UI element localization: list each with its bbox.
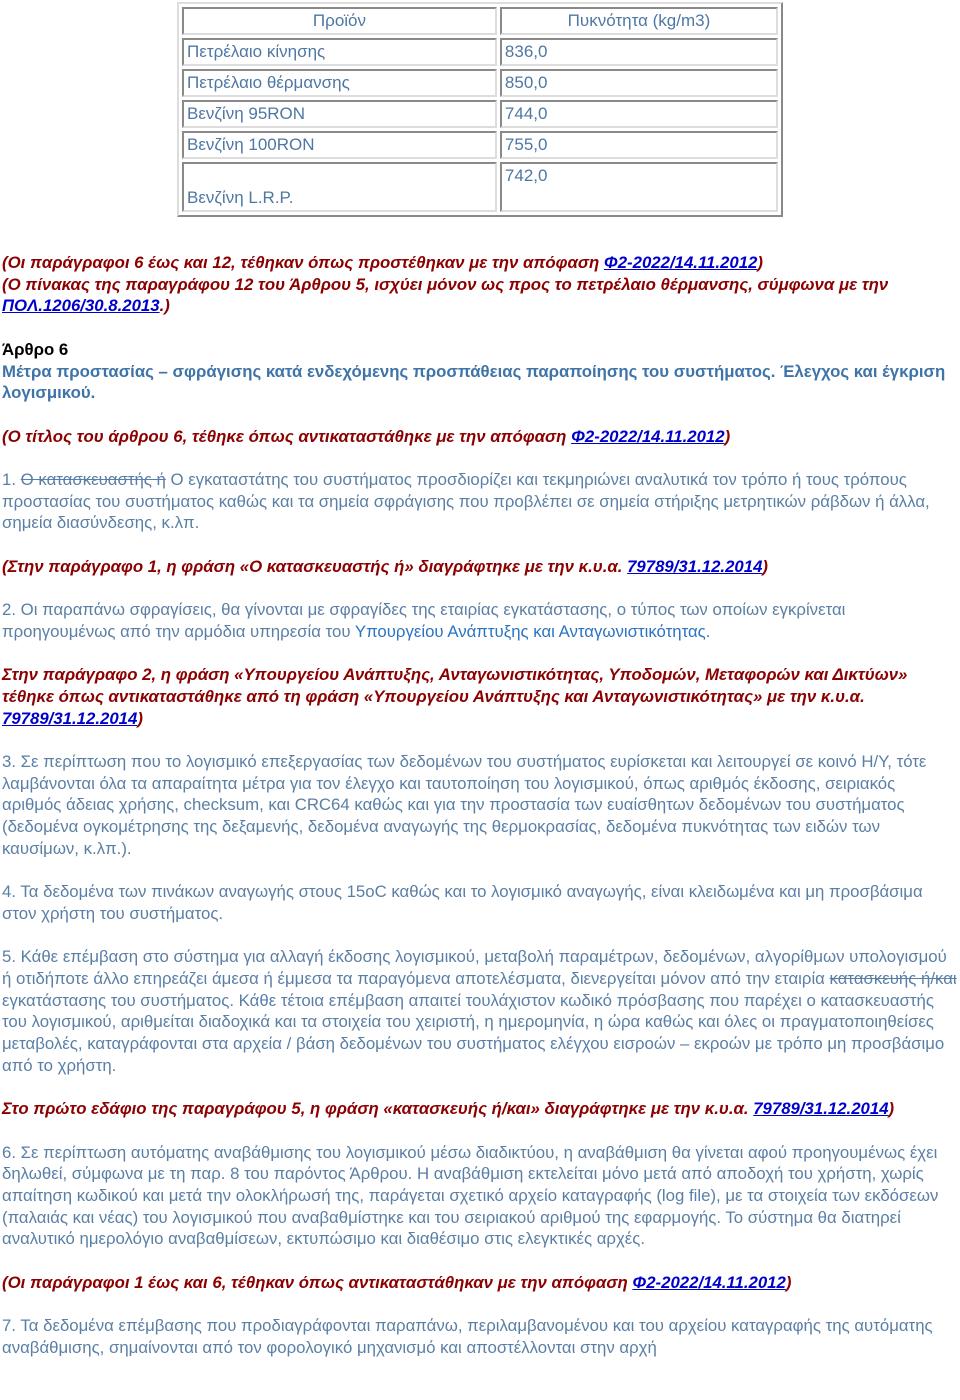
cell-density: 850,0 — [500, 69, 778, 97]
note-text: ) — [757, 253, 763, 272]
paragraph-number: 1. — [2, 469, 21, 489]
note-text: ) — [785, 1272, 792, 1292]
table-row — [182, 100, 778, 128]
note-text: (Στην παράγραφο 1, η φράση «Ο κατασκευαστής ή» διαγράφτηκε με την κ.υ.α. — [2, 556, 628, 576]
header-density: Πυκνότητα (kg/m3) — [500, 7, 778, 35]
paragraph-text: εγκατάστασης του συστήματος. Κάθε τέτοια επέμβαση απαιτεί τουλάχιστον κωδικό πρόσβασης που παρέχει ο κατασκευαστής του λογισμικού, αριθμείται διαδοχικά και τα στοιχεία του χειριστή, η ημερομηνία, η ώρα καθώς και όλες οι πραγματοποιηθείσες μεταβολές, καταγράφονται στα αρχεία / βάση δεδομένων του συστήματος ελέγχου εισροών – εκροών με τρόπο μη προσβάσιμο από το χρήστη. — [2, 990, 945, 1075]
document-body — [2, 252, 958, 1380]
density-table — [177, 2, 783, 217]
kya-link[interactable]: 79789/31.12.2014 — [2, 708, 138, 728]
paragraph-6: 6. Σε περίπτωση αυτόματης αναβάθμισης του λογισμικού μέσω διαδικτύου, η αναβάθμιση θα γίνεται αφού προηγουμένως έχει δηλωθεί, σύμφωνα με τη παρ. 8 του παρόντος Άρθρου. Η αναβάθμιση εκτελείται μόνο μετά από αποδοχή του χρήστη, χωρίς απαίτηση κωδικού και μετά την ολοκλήρωσή της, παράγεται σχετικό αρχείο καταγραφής (log file), με τα στοιχεία των εκδόσεων (παλαιάς και νέας) του λογισμικού που αναβαθμίστηκε και του σειριακού αριθμού της εφαρμογής. Το σύστημα θα διατηρεί αναλυτικό ημερολόγιο αναβαθμίσεων, εκτυπώσιμο και διαθέσιμο στις ελεγκτικές αρχές. — [2, 1142, 939, 1249]
note-text: ) — [724, 426, 731, 446]
note-text: ) — [888, 1099, 895, 1119]
paragraph-1 — [2, 469, 958, 534]
cell-product: Πετρέλαιο κίνησης — [182, 38, 497, 66]
highlighted-text: Υπουργείου Ανάπτυξης και Ανταγωνιστικότητας. — [354, 621, 711, 641]
amendment-note — [2, 664, 958, 729]
amendment-note — [2, 426, 958, 448]
table-row — [182, 69, 778, 97]
cell-product: Βενζίνη 100RON — [182, 131, 497, 159]
paragraph-text: 2. Οι παραπάνω σφραγίσεις, θα γίνονται με σφραγίδες της εταιρίας εγκατάστασης, ο τύπος των οποίων εγκρίνεται προηγουμένως από την αρμόδια υπηρεσία του — [2, 600, 846, 641]
amendment-note — [2, 252, 958, 317]
note-text: (Ο πίνακας της παραγράφου 12 του Άρθρου 5, ισχύει μόνον ως προς το πετρέλαιο θέρμανσης, σύμφωνα με την — [2, 274, 889, 294]
amendment-note — [2, 1272, 958, 1294]
table-header-row — [182, 7, 778, 35]
paragraph-7: 7. Τα δεδομένα επέμβασης που προδιαγράφονται παραπάνω, περιλαμβανομένου και του αρχείου καταγραφής της αυτόματης αναβάθμισης, σημαίνονται από τον φορολογικό μηχανισμό και αποστέλλονται στην αρχή — [2, 1316, 933, 1357]
paragraph-5 — [2, 946, 958, 1076]
note-text: ) — [137, 708, 143, 728]
paragraph-text: Ο εγκαταστάτης του συστήματος προσδιορίζει και τεκμηριώνει αναλυτικά τον τρόπο ή τους τρόπους προστασίας του συστήματος καθώς και τα σημεία σφράγισης που προβλέπει σε σημεία στήριξης μετρητικών ράβδων ή άλλα, σημεία διασύνδεσης, κ.λπ. — [2, 469, 930, 533]
cell-density: 742,0 — [500, 162, 778, 212]
table-row — [182, 38, 778, 66]
note-text: .) — [159, 296, 170, 316]
note-text: Στην παράγραφο 2, η φράση «Υπουργείου Ανάπτυξης, Ανταγωνιστικότητας, Υποδομών, Μεταφορών και Δικτύων» τέθηκε όπως αντικαταστάθηκε από τη φράση «Υπουργείου Ανάπτυξης και Ανταγωνιστικότητας» με την κ.υ.α. — [2, 665, 908, 706]
paragraph-4: 4. Τα δεδομένα των πινάκων αναγωγής στους 15oC καθώς και το λογισμικό αναγωγής, είναι κλειδωμένα και μη προσβάσιμα στον χρήστη του συστήματος. — [2, 882, 923, 923]
article-heading: Άρθρο 6 — [2, 339, 69, 359]
cell-product: Βενζίνη 95RON — [182, 100, 497, 128]
cell-density: 836,0 — [500, 38, 778, 66]
amendment-note — [2, 1098, 958, 1120]
deleted-text: Ο κατασκευαστής ή — [20, 469, 166, 489]
decision-link[interactable]: Φ2-2022/14.11.2012 — [571, 426, 725, 446]
table-row — [182, 162, 778, 212]
paragraph-3: 3. Σε περίπτωση που το λογισμικό επεξεργασίας των δεδομένων του συστήματος ευρίσκεται και λειτουργεί σε κοινό Η/Υ, τότε λαμβάνονται όλα τα απαραίτητα μέτρα για τον έλεγχο και ταυτοποίηση του λογισμικού, όπως αριθμός έκδοσης, σειριακός αριθμός άδειας χρήσης, checksum, και CRC64 καθώς και για την προστασία των ευαίσθητων δεδομένων του συστήματος (δεδομένα ογκομέτρησης της δεξαμενής, δεδομένα αναγωγής της θερμοκρασίας, δεδομένα πυκνότητας των ειδών των καυσίμων, κ.λπ.). — [2, 752, 927, 858]
note-text: (Οι παράγραφοι 6 έως και 12, τέθηκαν όπως προστέθηκαν με την απόφαση — [2, 253, 604, 272]
cell-product: Βενζίνη L.R.P. — [182, 162, 497, 212]
note-text: (Οι παράγραφοι 1 έως και 6, τέθηκαν όπως αντικαταστάθηκαν με την απόφαση — [2, 1272, 633, 1292]
note-text: (Ο τίτλος του άρθρου 6, τέθηκε όπως αντικαταστάθηκε με την απόφαση — [2, 426, 572, 446]
header-product: Προϊόν — [182, 7, 497, 35]
article-header — [2, 339, 958, 404]
article-title: Μέτρα προστασίας – σφράγισης κατά ενδεχόμενης προσπάθειας παραποίησης του συστήματος. Έλεγχος και έγκριση λογισμικού. — [2, 361, 946, 403]
decision-link[interactable]: Φ2-2022/14.11.2012 — [603, 253, 758, 272]
pol-link[interactable]: ΠΟΛ.1206/30.8.2013 — [2, 296, 160, 316]
paragraph-2 — [2, 599, 958, 642]
cell-product: Πετρέλαιο θέρμανσης — [182, 69, 497, 97]
cell-density: 744,0 — [500, 100, 778, 128]
paragraph-text: 5. Κάθε επέμβαση στο σύστημα για αλλαγή έκδοσης λογισμικού, μεταβολή παραμέτρων, δεδομένων, αλγορίθμων υπολογισμού ή οτιδήποτε άλλο επηρεάζει άμεσα ή έμμεσα τα παραγόμενα αποτελέσματα, διενεργείται μόνον από την εταιρία — [2, 947, 947, 989]
deleted-text: κατασκευής ή/και — [829, 969, 957, 989]
cell-density: 755,0 — [500, 131, 778, 159]
note-text: ) — [762, 556, 769, 576]
kya-link[interactable]: 79789/31.12.2014 — [627, 556, 763, 576]
decision-link[interactable]: Φ2-2022/14.11.2012 — [632, 1272, 786, 1292]
table-row — [182, 131, 778, 159]
note-text: Στο πρώτο εδάφιο της παραγράφου 5, η φράση «κατασκευής ή/και» διαγράφτηκε με την κ.υ.α. — [2, 1099, 754, 1119]
amendment-note — [2, 556, 958, 578]
kya-link[interactable]: 79789/31.12.2014 — [753, 1099, 889, 1119]
